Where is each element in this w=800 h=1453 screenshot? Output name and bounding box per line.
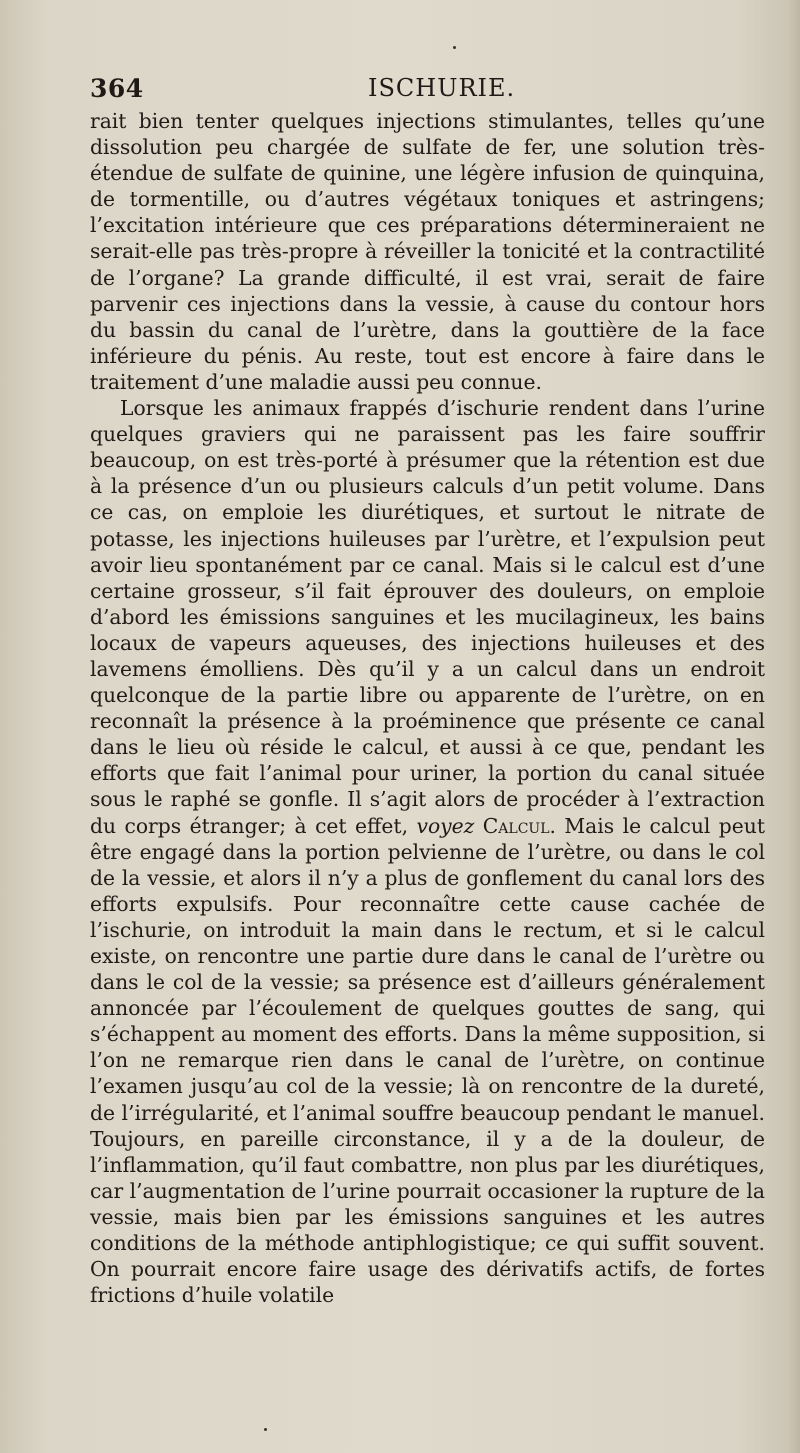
running-title: ISCHURIE. <box>368 74 516 102</box>
voyez-word: voyez <box>416 813 475 838</box>
paragraph-continued: rait bien tenter quelques injections stimulantes, telles qu’une dissolution peu chargée de sulfate de fer, une solution très-étendue de sulfate de quinine, une légère infusion de quinquina, de tormentille, ou d’autres végétaux toniques et astringens; l’excitation intérieure que ces préparations détermineraient ne serait-elle pas très-propre à réveiller la tonicité et la contractilité de l’organe? La grande difficulté, il est vrai, serait de faire parvenir ces injections dans la vessie, à cause du contour hors du bassin du canal de l’urètre, dans la gouttière de la face inférieure du pénis. Au reste, tout est encore à faire dans le traitement d’une maladie aussi peu connue. <box>90 109 765 394</box>
paper-speck <box>453 46 456 49</box>
page-edge <box>786 0 800 1453</box>
paragraph-text-before-reference: Lorsque les animaux frappés d’ischurie rendent dans l’urine quelques graviers qui ne paraissent pas les faire souffrir beaucoup, on est très-porté à présumer que la rétention est due à la présence d’un ou plusieurs calculs d’un petit volume. Dans ce cas, on emploie les diurétiques, et surtout le nitrate de potasse, les injections huileuses par l’urètre, et l’expulsion peut avoir lieu spontanément par ce canal. Mais si le calcul est d’une certaine grosseur, s’il fait éprouver des douleurs, on emploie d’abord les émissions sanguines et les mucilagineux, les bains locaux de vapeurs aqueuses, des injections huileuses et des lavemens émolliens. Dès qu’il y a un calcul dans un endroit quelconque de la partie libre ou apparente de l’urètre, on en reconnaît la présence à la proéminence que présente ce canal dans le lieu où réside le calcul, et aussi à ce que, pendant les efforts que fait l’animal pour uriner, la portion du canal située sous le raphé se gonfle. Il s’agit alors de procéder à l’extraction du corps étranger; à cet effet, <box>90 396 765 838</box>
paragraph-text-after-reference: . Mais le calcul peut être engagé dans la portion pelvienne de l’urètre, ou dans le col de la vessie, et alors il n’y a plus de gonflement du canal lors des efforts expulsifs. Pour reconnaître cette cause cachée de l’ischurie, on introduit la main dans le rectum, et si le calcul existe, on rencontre une partie dure dans le canal de l’urètre ou dans le col de la vessie; sa présence est d’ailleurs généralement annoncée par l’écoulement de quelques gouttes de sang, qui s’échappent au moment des efforts. Dans la même supposition, si l’on ne remarque rien dans le canal de l’urètre, on continue l’examen jusqu’au col de la vessie; là on rencontre de la dureté, de l’irrégularité, et l’animal souffre beaucoup pendant le manuel. Toujours, en pareille circonstance, il y a de la douleur, de l’inflammation, qu’il faut combattre, non plus par les diurétiques, car l’augmentation de l’urine pourrait occasioner la rupture de la vessie, mais bien par les émissions sanguines et les autres conditions de la méthode antiphlogistique; ce qui suffit souvent. On pourrait encore faire usage des dérivatifs actifs, de fortes frictions d’huile volatile <box>90 813 766 1308</box>
paragraph-ischurie-calculs <box>90 395 765 1308</box>
cross-reference: Calcul <box>482 813 550 838</box>
page-header <box>90 74 762 108</box>
page-number: 364 <box>90 74 144 103</box>
paper-speck <box>264 1428 267 1431</box>
text-body <box>90 108 765 1308</box>
